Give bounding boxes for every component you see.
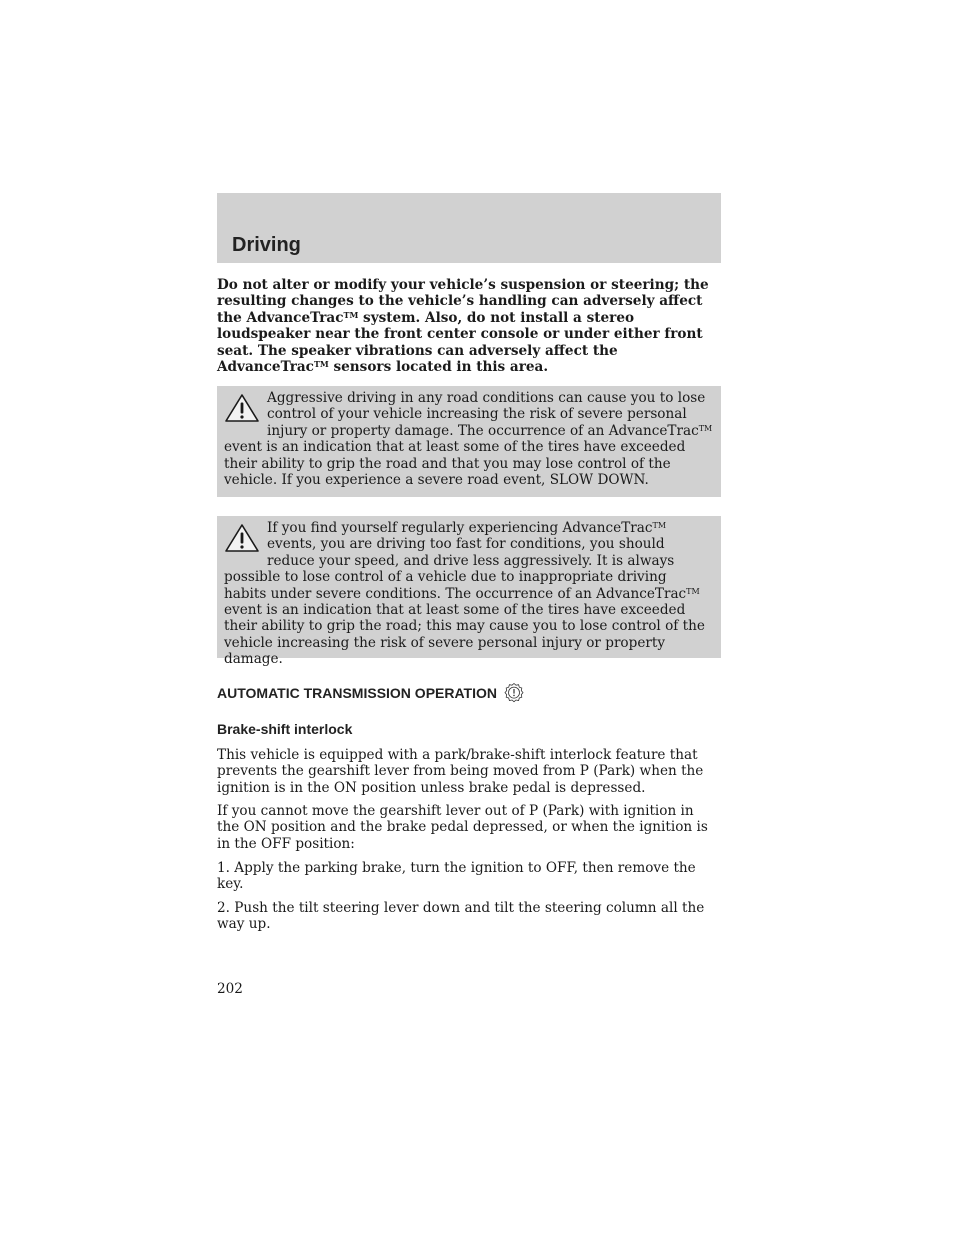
section-heading-text: AUTOMATIC TRANSMISSION OPERATION [217,685,497,701]
step-2-paragraph: 2. Push the tilt steering lever down and tilt the steering column all the way up. [217,900,705,933]
service-check-icon [503,682,525,704]
trademark-symbol: TM [698,423,713,433]
brake-shift-interlock-heading: Brake-shift interlock [217,721,353,737]
body-paragraph: If you cannot move the gearshift lever out of P (Park) with ignition in the ON position and the brake pedal depressed, or when the ignition is in the OFF position: [217,803,708,852]
warning-triangle-icon [224,393,260,423]
body-paragraph: This vehicle is equipped with a park/brake-shift interlock feature that prevents the gearshift lever from being moved from P (Park) when the ignition is in the ON position unless brake pedal is depressed. [217,747,704,796]
warning-triangle-icon [224,523,260,553]
trademark-symbol: TM [343,309,359,320]
trademark-symbol: TM [686,586,700,596]
chapter-title: Driving [232,234,301,256]
page-number: 202 [217,981,243,997]
section-heading [217,682,525,704]
trademark-symbol: TM [313,359,329,370]
aggressive-driving-warning-box [217,386,721,497]
advancetrac-events-warning-text: If you find yourself regularly experiencing AdvanceTrac™ events, you are driving too fast for conditions, you should reduce your speed, and drive less aggressively. It is always possible to lose control of a vehicle due to inappropriate driving habits under severe conditions. The occurrence of an AdvanceTrac™ event is an indication that at least some of the tires have exceeded their ability to grip the road; this may cause you to lose control of the vehicle increasing the risk of severe personal injury or property damage. [224,520,705,668]
step-1-paragraph: 1. Apply the parking brake, turn the ignition to OFF, then remove the key. [217,860,696,893]
trademark-symbol: TM [652,521,667,530]
suspension-warning-text: Do not alter or modify your vehicle’s suspension or steering; the resulting changes to the vehicle’s handling can adversely affect the AdvanceTrac™ system. Also, do not install a stereo loudspeaker near the front center console or under either front seat. The speaker vibrations can adversely affect the AdvanceTrac™ sensors located in this area. [217,277,709,376]
chapter-header-band [217,193,721,263]
aggressive-driving-warning-text: Aggressive driving in any road conditions can cause you to lose control of your vehicle increasing the risk of severe personal injury or property damage. The occurrence of an AdvanceTrac™ event is an indication that at least some of the tires have exceeded their ability to grip the road and that you may lose control of the vehicle. If you experience a severe road event, SLOW DOWN. [224,390,713,489]
advancetrac-events-warning-box [217,516,721,668]
